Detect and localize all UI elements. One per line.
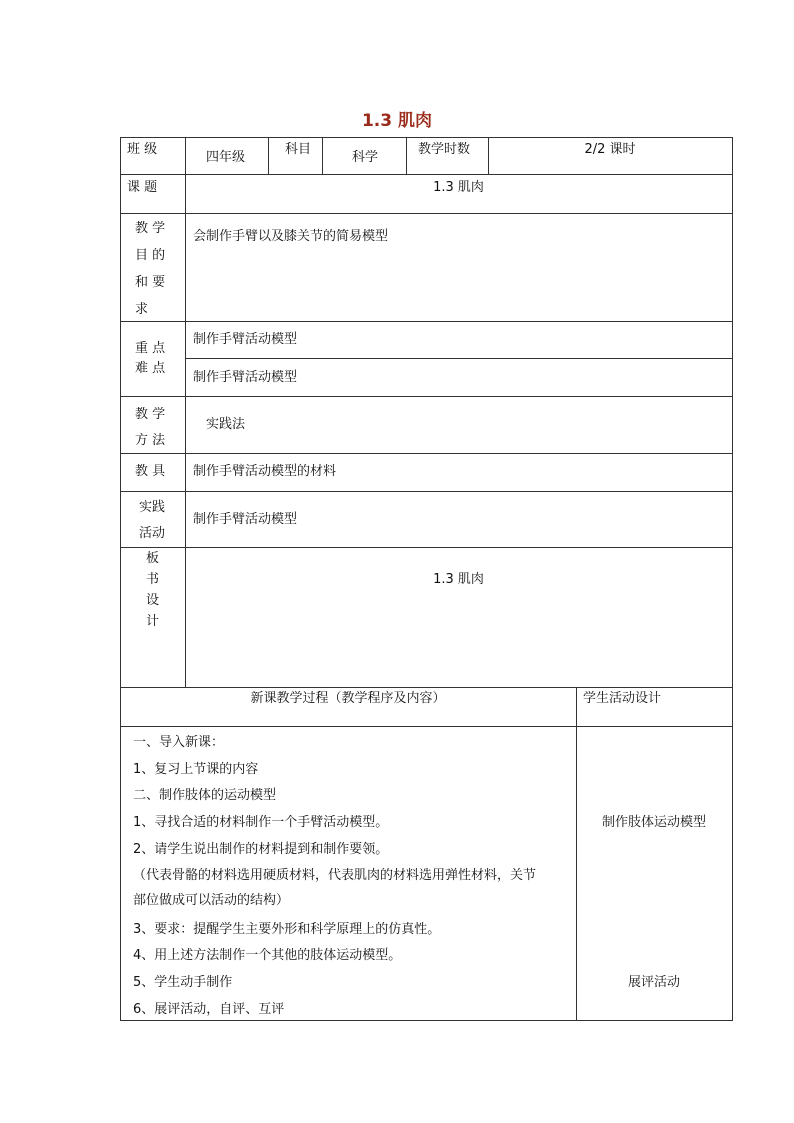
class-value: 四年级 [206,150,246,165]
process-line: 部位做成可以活动的结构） [133,893,290,908]
row-divider [120,174,733,175]
table-border-right [732,137,733,1021]
process-line: 2、请学生说出制作的材料提到和制作要领。 [133,842,389,857]
board-label-line: 板 [146,551,160,566]
row-divider [120,547,733,548]
process-column-divider [576,687,577,1021]
key-points-label-line: 重 点 [135,341,166,356]
process-header-right: 学生活动设计 [583,691,662,706]
table-border-bottom [120,1020,733,1021]
process-line: 6、展评活动，自评、互评 [133,1002,285,1017]
row-divider [120,396,733,397]
class-label: 班 级 [127,142,158,157]
goals-value: 会制作手臂以及膝关节的简易模型 [193,229,389,244]
column-divider [268,137,269,175]
subject-label: 科目 [285,142,312,157]
row-divider [120,491,733,492]
board-label-line: 设 [146,593,160,608]
student-activity: 制作肢体运动模型 [601,815,706,830]
goals-label-line: 和 要 [135,275,166,290]
row-divider [120,687,733,688]
page-title: 1.3 肌肉 [361,111,433,131]
process-line: 1、复习上节课的内容 [133,762,259,777]
method-label-line: 教 学 [135,407,166,422]
table-border-left [120,137,121,1021]
difficulty-value: 制作手臂活动模型 [193,370,298,385]
board-value: 1.3 肌肉 [433,572,484,587]
process-line: 1、寻找合适的材料制作一个手臂活动模型。 [133,815,389,830]
key-points-label-line: 难 点 [135,361,166,376]
practice-label-line: 活动 [139,526,166,541]
student-activity: 展评活动 [627,975,680,990]
label-column-divider [185,137,186,688]
board-label-line: 计 [146,614,160,629]
column-divider [322,137,323,175]
practice-value: 制作手臂活动模型 [193,512,298,527]
hours-value: 2/2 课时 [584,142,636,157]
goals-label-line: 目 的 [135,248,166,263]
method-label-line: 方 法 [135,433,166,448]
process-line: 4、用上述方法制作一个其他的肢体运动模型。 [133,948,402,963]
key-point-value: 制作手臂活动模型 [193,332,298,347]
process-line: （代表骨骼的材料选用硬质材料，代表肌肉的材料选用弹性材料，关节 [133,868,537,883]
tools-value: 制作手臂活动模型的材料 [193,464,337,479]
row-divider [120,726,733,727]
board-label-line: 书 [146,572,160,587]
table-border-top [120,137,733,138]
topic-label: 课 题 [127,180,158,195]
method-value: 实践法 [206,417,246,432]
row-divider [120,453,733,454]
hours-label: 教学时数 [418,142,471,157]
goals-label-line: 求 [135,302,149,317]
tools-label: 教 具 [135,464,166,479]
process-line: 一、导入新课： [133,735,225,750]
process-line: 3、要求：提醒学生主要外形和科学原理上的仿真性。 [133,922,441,937]
process-line: 5、学生动手制作 [133,975,233,990]
process-header-left: 新课教学过程（教学程序及内容） [250,691,446,706]
row-divider [120,213,733,214]
row-divider [185,358,733,359]
column-divider [406,137,407,175]
practice-label-line: 实践 [139,500,166,515]
goals-label-line: 教 学 [135,221,166,236]
subject-value: 科学 [352,150,379,165]
process-line: 二、制作肢体的运动模型 [133,788,277,803]
topic-value: 1.3 肌肉 [433,180,484,195]
row-divider [120,321,733,322]
